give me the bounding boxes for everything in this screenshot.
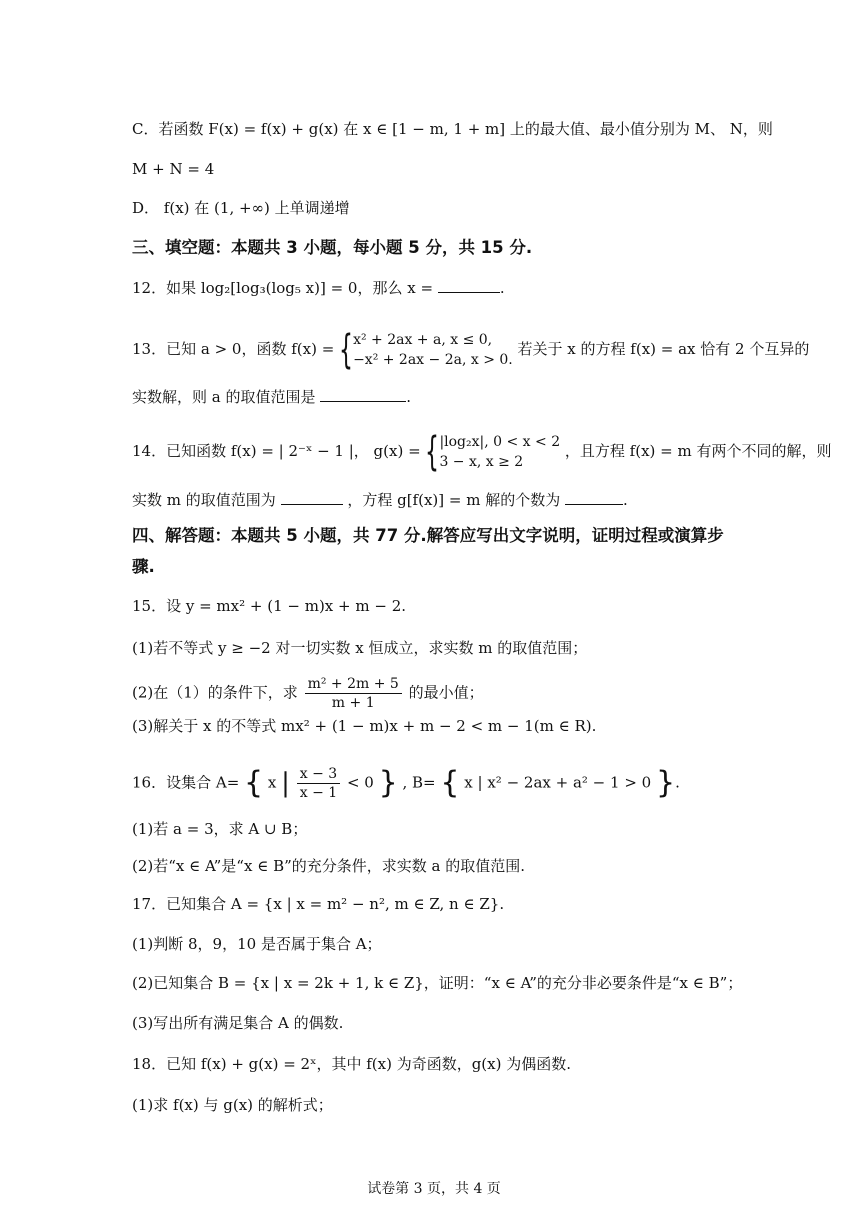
option-d: D． f(x) 在 (1, +∞) 上单调递增	[132, 199, 350, 217]
q17-part1: (1)判断 8，9，10 是否属于集合 A；	[132, 935, 382, 953]
q12-end: .	[499, 279, 505, 297]
q14-text-2: ，且方程 f(x) = m 有两个不同的解，则	[564, 442, 832, 460]
q16-set-a-var: x	[267, 773, 277, 792]
q16-mid: , B=	[402, 773, 436, 792]
q16-b-close-brace: }	[656, 765, 676, 801]
question-12	[132, 276, 748, 300]
question-14-line2	[132, 488, 748, 512]
option-c-line1: C．若函数 F(x) = f(x) + g(x) 在 x ∈ [1 − m, 1 + m] 上的最大值、最小值分别为 M、 N，则	[132, 120, 773, 138]
q13-text: 13．已知 a > 0，函数 f(x) =	[132, 340, 335, 358]
q17-stem: 17．已知集合 A = {x | x = m² − n², m ∈ Z, n ∈ Z}.	[132, 895, 505, 913]
q14-answer-blank-2[interactable]	[565, 490, 623, 505]
q16-text: 16．设集合 A=	[132, 773, 240, 792]
q15-fraction-numerator: m² + 2m + 5	[305, 675, 402, 694]
q16-part1: (1)若 a = 3，求 A ∪ B；	[132, 820, 308, 838]
q14-answer-blank-1[interactable]	[281, 490, 343, 505]
q15-fraction-denominator: m + 1	[331, 695, 375, 711]
q13-case-2: −x² + 2ax − 2a, x > 0.	[353, 352, 513, 368]
section-4-heading-line1: 四、解答题：本题共 5 小题，共 77 分.解答应写出文字说明，证明过程或演算步	[132, 526, 724, 545]
q14-line2-a: 实数 m 的取值范围为	[132, 491, 276, 509]
q13-brace: {	[339, 327, 354, 373]
q16-fraction	[297, 765, 340, 802]
q14-piecewise	[425, 429, 561, 475]
q14-line2-b: ，方程 g[f(x)] = m 解的个数为	[347, 491, 561, 509]
q16-end: .	[675, 773, 680, 792]
section-3-heading: 三、填空题：本题共 3 小题，每小题 5 分，共 15 分.	[132, 238, 533, 257]
q16-stem	[132, 765, 748, 802]
q14-text: 14．已知函数 f(x) = | 2⁻ˣ − 1 |， g(x) =	[132, 442, 421, 460]
q15-part2-text: (2)在（1）的条件下，求	[132, 683, 298, 702]
question-14	[132, 429, 832, 475]
q13-text-2: 若关于 x 的方程 f(x) = ax 恰有 2 个互异的	[517, 340, 810, 358]
q16-close-brace: }	[378, 765, 398, 801]
q15-part2	[132, 675, 748, 712]
q13-answer-blank[interactable]	[320, 387, 406, 402]
question-13	[132, 327, 810, 373]
section-4-heading-line2: 骤.	[132, 557, 155, 576]
q18-stem: 18．已知 f(x) + g(x) = 2ˣ，其中 f(x) 为奇函数，g(x) 为偶函数.	[132, 1055, 572, 1073]
q15-part3: (3)解关于 x 的不等式 mx² + (1 − m)x + m − 2 < m − 1(m ∈ R).	[132, 717, 597, 735]
q13-end: .	[406, 388, 412, 406]
q13-case-1: x² + 2ax + a, x ≤ 0,	[353, 332, 493, 348]
q15-part1: (1)若不等式 y ≥ −2 对一切实数 x 恒成立，求实数 m 的取值范围；	[132, 639, 588, 657]
q16-set-a-tail: < 0	[346, 773, 374, 792]
q15-fraction	[305, 675, 402, 712]
q16-open-brace: {	[244, 765, 264, 801]
q13-line2-text: 实数解，则 a 的取值范围是	[132, 388, 316, 406]
q18-part1: (1)求 f(x) 与 g(x) 的解析式；	[132, 1096, 333, 1114]
q17-part2: (2)已知集合 B = {x | x = 2k + 1, k ∈ Z}，证明：“x ∈ A”的充分非必要条件是“x ∈ B”；	[132, 974, 743, 992]
q15-stem: 15．设 y = mx² + (1 − m)x + m − 2.	[132, 597, 407, 615]
q16-set-b: x | x² − 2ax + a² − 1 > 0	[464, 773, 652, 792]
q16-part2: (2)若“x ∈ A”是“x ∈ B”的充分条件，求实数 a 的取值范围.	[132, 857, 526, 875]
question-13-line2	[132, 385, 748, 409]
page-footer: 试卷第 3 页，共 4 页	[367, 1181, 501, 1197]
q13-piecewise	[339, 327, 513, 373]
q14-case-1: |log₂x|, 0 < x < 2	[439, 434, 561, 450]
q14-brace: {	[425, 429, 440, 475]
q12-text: 12．如果 log₂[log₃(log₅ x)] = 0，那么 x =	[132, 279, 434, 297]
q14-case-2: 3 − x, x ≥ 2	[439, 454, 524, 470]
q16-fraction-numerator: x − 3	[297, 765, 340, 784]
q17-part3: (3)写出所有满足集合 A 的偶数.	[132, 1014, 344, 1032]
q12-answer-blank[interactable]	[438, 278, 500, 293]
q14-end: .	[623, 491, 628, 509]
q16-b-open-brace: {	[440, 765, 460, 801]
option-c-line2: M + N = 4	[132, 160, 215, 178]
q15-part2-end: 的最小值；	[408, 683, 484, 702]
q16-fraction-denominator: x − 1	[299, 785, 338, 801]
q16-set-a-bar: |	[281, 768, 290, 799]
